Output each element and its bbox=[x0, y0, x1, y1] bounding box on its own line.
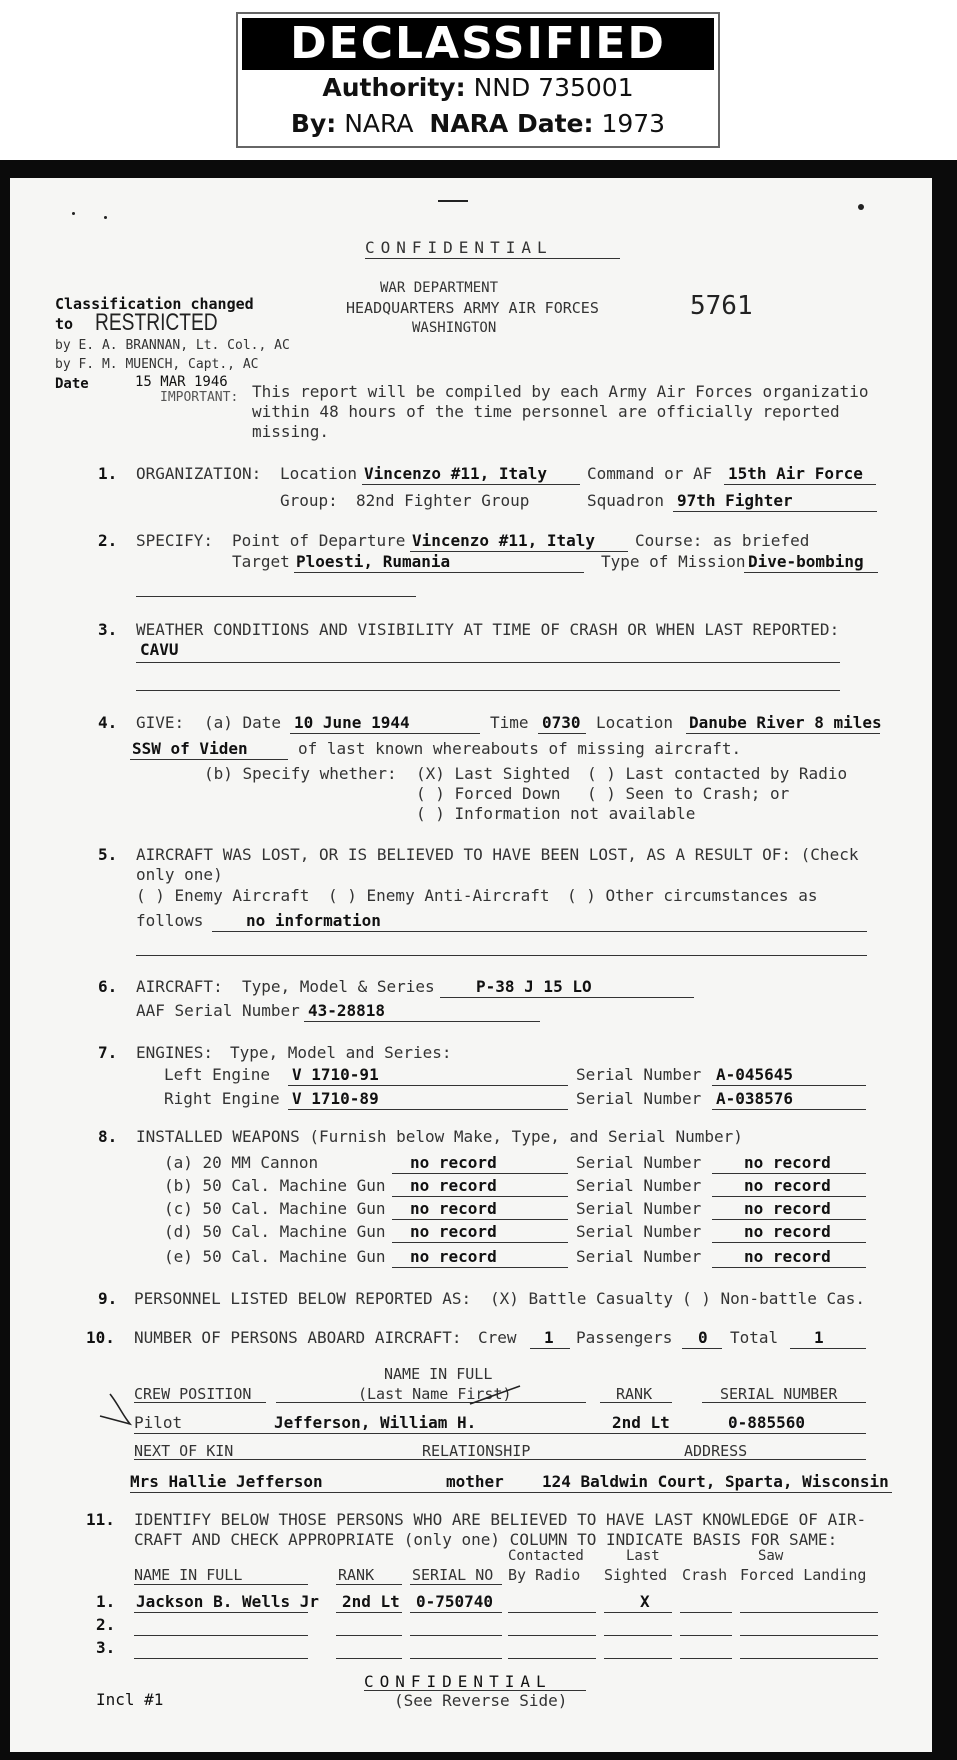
sec7-left-serial-value: A-045645 bbox=[716, 1065, 794, 1084]
underline bbox=[508, 1635, 596, 1636]
sec6-serial-label: AAF Serial Number bbox=[136, 1001, 300, 1020]
witness-sighted: X bbox=[640, 1592, 650, 1611]
witness-rank: 2nd Lt bbox=[342, 1592, 400, 1611]
underline bbox=[130, 1492, 892, 1493]
weapon-item: (e) 50 Cal. Machine Gun bbox=[164, 1247, 386, 1266]
sec10-crew-label: Crew bbox=[478, 1328, 517, 1347]
col-name: NAME IN FULL bbox=[134, 1566, 243, 1584]
sec5-follows-label: follows bbox=[136, 911, 204, 930]
witness-serial: 0-750740 bbox=[416, 1592, 494, 1611]
important-line2: within 48 hours of the time personnel are officially reported bbox=[252, 402, 840, 421]
sec4-a-label: (a) Date bbox=[204, 713, 282, 732]
sec7-label: ENGINES: bbox=[136, 1043, 214, 1062]
underline bbox=[538, 733, 586, 734]
address-label: ADDRESS bbox=[684, 1442, 748, 1460]
underline bbox=[392, 1267, 568, 1268]
dept-line3: WASHINGTON bbox=[412, 320, 497, 336]
weapon-serial: no record bbox=[744, 1176, 831, 1195]
stamp-date-label: NARA Date: bbox=[429, 109, 594, 138]
sec5-line1: AIRCRAFT WAS LOST, OR IS BELIEVED TO HAVE BEEN LOST, AS A RESULT OF: (Check bbox=[136, 845, 859, 864]
sec4-time-label: Time bbox=[490, 713, 529, 732]
sec2-course-label: Course: bbox=[635, 531, 703, 550]
stamp-by-line bbox=[238, 106, 718, 142]
sec4-location-value2: SSW of Viden bbox=[132, 739, 248, 758]
sec4-opt-crash: ( ) Seen to Crash; or bbox=[587, 784, 790, 803]
underline bbox=[392, 1242, 568, 1243]
sec2-mission-label: Type of Mission bbox=[601, 552, 746, 571]
sec2-mission-value: Dive-bombing bbox=[748, 552, 864, 571]
underline bbox=[392, 1196, 568, 1197]
row-num: 1. bbox=[96, 1592, 116, 1611]
class-by2: by F. M. MUENCH, Capt., AC bbox=[55, 357, 259, 372]
sec2-departure-label: Point of Departure bbox=[232, 531, 406, 550]
crew-serial: 0-885560 bbox=[728, 1413, 806, 1432]
col-rank: RANK bbox=[616, 1385, 653, 1403]
sec4-num: 4. bbox=[98, 713, 118, 732]
crew-rank: 2nd Lt bbox=[612, 1413, 670, 1432]
sec6-type-value: P-38 J 15 LO bbox=[476, 977, 592, 996]
sec1-squadron-label: Squadron bbox=[587, 491, 665, 510]
stamp-authority-line bbox=[238, 70, 718, 106]
sec9-label: PERSONNEL LISTED BELOW REPORTED AS: bbox=[134, 1289, 472, 1308]
witness-name: Jackson B. Wells Jr bbox=[136, 1592, 320, 1611]
underline bbox=[712, 1219, 866, 1220]
sec7-right-label: Right Engine bbox=[164, 1089, 280, 1108]
underline bbox=[288, 1085, 568, 1086]
sec10-passengers-label: Passengers bbox=[576, 1328, 673, 1347]
kin-address: 124 Baldwin Court, Sparta, Wisconsin bbox=[542, 1472, 889, 1491]
underline bbox=[134, 1635, 308, 1636]
sec5-opt-enemy: ( ) Enemy Aircraft bbox=[136, 886, 310, 905]
underline bbox=[136, 662, 840, 663]
col-serial: SERIAL NO bbox=[412, 1566, 494, 1584]
underline bbox=[712, 1085, 866, 1086]
stamp-authority-label: Authority: bbox=[322, 73, 466, 102]
stamp-by-label: By: bbox=[290, 109, 337, 138]
sec4-opt-forced: ( ) Forced Down bbox=[416, 784, 561, 803]
sec10-num: 10. bbox=[86, 1328, 115, 1347]
underline bbox=[680, 1658, 732, 1659]
underline bbox=[740, 1658, 878, 1659]
underline bbox=[410, 1658, 502, 1659]
scan-speck bbox=[858, 204, 864, 210]
col-radio: By Radio bbox=[508, 1566, 581, 1584]
classification-top: CONFIDENTIAL bbox=[365, 238, 553, 257]
stamp-authority-value: NND 735001 bbox=[473, 73, 634, 102]
underline bbox=[600, 1402, 672, 1403]
sec10-crew-value: 1 bbox=[544, 1328, 554, 1347]
underline bbox=[134, 1459, 866, 1460]
sec7-left-serial-label: Serial Number bbox=[576, 1065, 702, 1084]
underline bbox=[673, 511, 877, 512]
class-by1: by E. A. BRANNAN, Lt. Col., AC bbox=[55, 338, 290, 353]
restricted-stamp: RESTRICTED bbox=[95, 309, 218, 336]
sec5-num: 5. bbox=[98, 845, 118, 864]
weapon-item: (d) 50 Cal. Machine Gun bbox=[164, 1222, 386, 1241]
underline bbox=[712, 1242, 866, 1243]
sec4-opt-info: ( ) Information not available bbox=[416, 804, 696, 823]
row-num: 3. bbox=[96, 1638, 116, 1657]
sec6-type-label: Type, Model & Series bbox=[242, 977, 435, 996]
sec10-label: NUMBER OF PERSONS ABOARD AIRCRAFT: bbox=[134, 1328, 462, 1347]
underline bbox=[508, 1658, 596, 1659]
underline bbox=[136, 955, 867, 956]
sec5-opt-aa: ( ) Enemy Anti-Aircraft bbox=[328, 886, 550, 905]
sec7-left-label: Left Engine bbox=[164, 1065, 270, 1084]
underline bbox=[740, 1612, 878, 1613]
sec1-location-value: Vincenzo #11, Italy bbox=[364, 464, 548, 483]
col-saw: Saw bbox=[758, 1548, 784, 1564]
crew-position: Pilot bbox=[134, 1413, 183, 1432]
weapon-serial: no record bbox=[744, 1247, 831, 1266]
underline bbox=[336, 1635, 402, 1636]
underline bbox=[790, 1348, 866, 1349]
weapon-make: no record bbox=[410, 1199, 497, 1218]
underline bbox=[134, 1612, 308, 1613]
sec2-target-label: Target bbox=[232, 552, 290, 571]
col-forced: Forced Landing bbox=[740, 1566, 867, 1584]
dept-line1: WAR DEPARTMENT bbox=[380, 280, 499, 296]
sec5-opt-other: ( ) Other circumstances as bbox=[567, 886, 818, 905]
sec9-battle: (X) Battle Casualty bbox=[490, 1289, 674, 1308]
col-contacted: Contacted bbox=[508, 1548, 584, 1564]
class-date-label: Date bbox=[55, 376, 89, 392]
sec6-serial-value: 43-28818 bbox=[308, 1001, 386, 1020]
underline bbox=[740, 1635, 878, 1636]
sec1-command-label: Command or AF bbox=[587, 464, 713, 483]
stamp-date-value: 1973 bbox=[601, 109, 666, 138]
class-date-value: 15 MAR 1946 bbox=[135, 374, 228, 390]
weapon-serial-label: Serial Number bbox=[576, 1153, 702, 1172]
sec10-passengers-value: 0 bbox=[698, 1328, 708, 1347]
weapon-make: no record bbox=[410, 1222, 497, 1241]
sec4-opt-radio: ( ) Last contacted by Radio bbox=[587, 764, 848, 783]
underline bbox=[134, 1433, 866, 1434]
underline bbox=[724, 484, 876, 485]
weapon-serial-label: Serial Number bbox=[576, 1199, 702, 1218]
important-label: IMPORTANT: bbox=[160, 390, 239, 405]
underline bbox=[410, 1584, 502, 1585]
weapon-serial: no record bbox=[744, 1199, 831, 1218]
underline bbox=[410, 1635, 502, 1636]
underline bbox=[288, 1109, 568, 1110]
underline bbox=[134, 1584, 308, 1585]
sec7-right-serial-value: A-038576 bbox=[716, 1089, 794, 1108]
stamp-by-value: NARA bbox=[344, 109, 414, 138]
weapon-item: (b) 50 Cal. Machine Gun bbox=[164, 1176, 386, 1195]
sec6-label: AIRCRAFT: bbox=[136, 977, 223, 996]
underline bbox=[712, 1196, 866, 1197]
scan-speck bbox=[72, 212, 75, 215]
col-last: Last bbox=[626, 1548, 660, 1564]
sec11-line1: IDENTIFY BELOW THOSE PERSONS WHO ARE BELIEVED TO HAVE LAST KNOWLEDGE OF AIR- bbox=[134, 1510, 867, 1529]
underline bbox=[362, 484, 580, 485]
col-crash: Crash bbox=[682, 1566, 728, 1584]
underline bbox=[130, 759, 288, 760]
weapon-make: no record bbox=[410, 1153, 497, 1172]
underline bbox=[336, 1584, 402, 1585]
weapon-item: (c) 50 Cal. Machine Gun bbox=[164, 1199, 386, 1218]
underline bbox=[508, 1612, 596, 1613]
sec8-label: INSTALLED WEAPONS (Furnish below Make, Type, and Serial Number) bbox=[136, 1127, 743, 1146]
sec7-right-serial-label: Serial Number bbox=[576, 1089, 702, 1108]
weapon-make: no record bbox=[410, 1247, 497, 1266]
underline bbox=[410, 1612, 502, 1613]
underline bbox=[680, 1635, 732, 1636]
sec1-command-value: 15th Air Force bbox=[728, 464, 863, 483]
underline bbox=[712, 1173, 866, 1174]
sec4-opt-last-sighted: (X) Last Sighted bbox=[416, 764, 571, 783]
underline bbox=[712, 1267, 866, 1268]
sec4-give-label: GIVE: bbox=[136, 713, 185, 732]
col-name1: NAME IN FULL bbox=[384, 1365, 493, 1383]
underline bbox=[702, 1402, 866, 1403]
underline bbox=[604, 1635, 672, 1636]
sec4-whereabouts: of last known whereabouts of missing aircraft. bbox=[298, 739, 742, 758]
sec1-label: ORGANIZATION: bbox=[136, 464, 262, 483]
sec4-b-label: (b) Specify whether: bbox=[204, 764, 397, 783]
underline bbox=[744, 572, 878, 573]
sec4-location-label: Location bbox=[596, 713, 674, 732]
dept-line2: HEADQUARTERS ARMY AIR FORCES bbox=[346, 299, 599, 317]
class-changed-line: Classification changed bbox=[55, 295, 254, 313]
underline bbox=[686, 733, 880, 734]
col-sighted: Sighted bbox=[604, 1566, 668, 1584]
sec9-non-battle: ( ) Non-battle Cas. bbox=[682, 1289, 866, 1308]
sec1-num: 1. bbox=[98, 464, 118, 483]
weapon-serial: no record bbox=[744, 1153, 831, 1172]
weapon-serial-label: Serial Number bbox=[576, 1176, 702, 1195]
relationship-label: RELATIONSHIP bbox=[422, 1442, 531, 1460]
sec7-left-value: V 1710-91 bbox=[292, 1065, 379, 1084]
underline bbox=[392, 1219, 568, 1220]
underline bbox=[604, 1658, 672, 1659]
col-serial: SERIAL NUMBER bbox=[720, 1385, 838, 1403]
sec3-label: WEATHER CONDITIONS AND VISIBILITY AT TIME OF CRASH OR WHEN LAST REPORTED: bbox=[136, 620, 840, 639]
sec1-group-value: 82nd Fighter Group bbox=[356, 491, 530, 510]
sec4-date-value: 10 June 1944 bbox=[294, 713, 410, 732]
weapon-item: (a) 20 MM Cannon bbox=[164, 1153, 319, 1172]
sec9-num: 9. bbox=[98, 1289, 118, 1308]
sec1-group-label: Group: bbox=[280, 491, 338, 510]
sec7-type-label: Type, Model and Series: bbox=[230, 1043, 452, 1062]
sec7-num: 7. bbox=[98, 1043, 118, 1062]
sec2-label: SPECIFY: bbox=[136, 531, 214, 550]
weapon-make: no record bbox=[410, 1176, 497, 1195]
scan-speck bbox=[104, 216, 107, 219]
weapon-serial-label: Serial Number bbox=[576, 1222, 702, 1241]
sec5-line2: only one) bbox=[136, 865, 223, 884]
underline bbox=[682, 1348, 722, 1349]
sec10-total-label: Total bbox=[730, 1328, 779, 1347]
underline bbox=[136, 596, 416, 597]
sec2-target-value: Ploesti, Rumania bbox=[296, 552, 451, 571]
sec3-value: CAVU bbox=[140, 640, 179, 659]
underline bbox=[290, 733, 480, 734]
underline bbox=[212, 931, 867, 932]
sec2-departure-value: Vincenzo #11, Italy bbox=[412, 531, 596, 550]
underline bbox=[392, 1173, 568, 1174]
incl-note: Incl #1 bbox=[96, 1690, 164, 1709]
underline bbox=[336, 1612, 402, 1613]
class-changed-to: to bbox=[55, 315, 74, 333]
crew-name: Jefferson, William H. bbox=[274, 1413, 477, 1432]
row-num: 2. bbox=[96, 1615, 116, 1634]
sec5-follows-value: no information bbox=[246, 911, 381, 930]
sec8-num: 8. bbox=[98, 1127, 118, 1146]
report-number: 5761 bbox=[690, 291, 753, 321]
kin-relationship: mother bbox=[446, 1472, 504, 1491]
underline bbox=[712, 1109, 866, 1110]
scan-speck bbox=[438, 200, 468, 202]
underline bbox=[440, 997, 694, 998]
kin-name: Mrs Hallie Jefferson bbox=[130, 1472, 323, 1491]
sec4-location-value1: Danube River 8 miles bbox=[689, 713, 882, 732]
sec11-num: 11. bbox=[86, 1510, 115, 1529]
kin-label: NEXT OF KIN bbox=[134, 1442, 234, 1460]
underline bbox=[336, 1658, 402, 1659]
sec2-num: 2. bbox=[98, 531, 118, 550]
underline bbox=[680, 1612, 732, 1613]
sec4-time-value: 0730 bbox=[542, 713, 581, 732]
col-position: CREW POSITION bbox=[134, 1385, 252, 1403]
important-line1: This report will be compiled by each Army Air Forces organizatio bbox=[252, 382, 869, 401]
col-name2: (Last Name First) bbox=[358, 1385, 512, 1403]
underline bbox=[136, 690, 840, 691]
underline bbox=[530, 1348, 570, 1349]
underline bbox=[304, 1021, 540, 1022]
sec7-right-value: V 1710-89 bbox=[292, 1089, 379, 1108]
stamp-title: DECLASSIFIED bbox=[242, 18, 714, 70]
sec3-num: 3. bbox=[98, 620, 118, 639]
sec1-location-label: Location bbox=[280, 464, 358, 483]
classification-bottom: CONFIDENTIAL bbox=[364, 1672, 552, 1691]
classification-strike bbox=[365, 258, 620, 259]
sec10-total-value: 1 bbox=[814, 1328, 824, 1347]
sec6-num: 6. bbox=[98, 977, 118, 996]
underline bbox=[604, 1612, 672, 1613]
weapon-serial-label: Serial Number bbox=[576, 1247, 702, 1266]
footer-note: (See Reverse Side) bbox=[394, 1691, 568, 1710]
sec2-course-value: as briefed bbox=[713, 531, 810, 550]
important-line3: missing. bbox=[252, 422, 330, 441]
sec11-line2: CRAFT AND CHECK APPROPRIATE (only one) COLUMN TO INDICATE BASIS FOR SAME: bbox=[134, 1530, 838, 1549]
sec1-squadron-value: 97th Fighter bbox=[677, 491, 793, 510]
underline bbox=[294, 572, 584, 573]
col-rank: RANK bbox=[338, 1566, 375, 1584]
declassified-stamp bbox=[236, 12, 720, 148]
weapon-serial: no record bbox=[744, 1222, 831, 1241]
underline bbox=[134, 1658, 308, 1659]
